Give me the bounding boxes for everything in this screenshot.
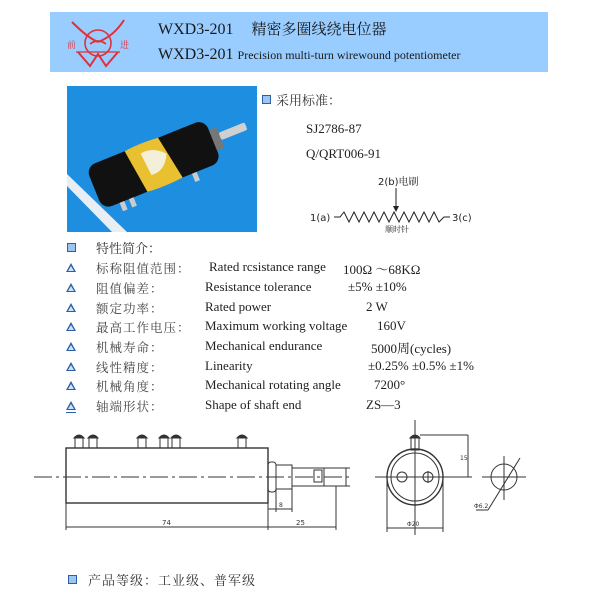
spec-row: 阻值偏差： Resistance tolerance ±5% ±10% bbox=[0, 278, 600, 298]
product-photo bbox=[67, 86, 257, 232]
triangle-bullet-icon bbox=[66, 283, 76, 292]
model-number-2: WXD3-201 bbox=[158, 46, 234, 63]
svg-text:Φ20: Φ20 bbox=[407, 521, 420, 528]
triangle-bullet-icon bbox=[66, 303, 76, 312]
triangle-bullet-icon bbox=[66, 322, 76, 331]
svg-text:15: 15 bbox=[460, 455, 468, 462]
svg-text:8: 8 bbox=[279, 502, 283, 509]
model-number: WXD3-201 bbox=[158, 21, 234, 38]
spec-row: 机械寿命： Mechanical endurance 5000周(cycles) bbox=[0, 337, 600, 357]
bullet-underline bbox=[66, 412, 76, 413]
header-banner bbox=[50, 12, 548, 72]
svg-text:1(a): 1(a) bbox=[310, 213, 331, 224]
svg-text:3(c): 3(c) bbox=[452, 213, 472, 224]
specs-bullet-icon bbox=[67, 243, 76, 252]
svg-text:进: 进 bbox=[120, 41, 130, 51]
svg-text:74: 74 bbox=[162, 519, 171, 527]
svg-text:Φ6.2: Φ6.2 bbox=[474, 503, 489, 510]
dimension-drawing bbox=[20, 420, 540, 542]
wiring-schematic bbox=[310, 172, 500, 234]
triangle-bullet-icon bbox=[66, 263, 76, 272]
company-logo-icon bbox=[58, 16, 138, 68]
header-title-cn bbox=[158, 18, 387, 39]
triangle-bullet-icon bbox=[66, 362, 76, 371]
standards-title: 采用标准： bbox=[276, 94, 342, 109]
specs-title: 特性简介： bbox=[96, 242, 162, 257]
svg-text:前: 前 bbox=[67, 41, 77, 51]
header-title-en bbox=[158, 46, 461, 64]
product-name-en: Precision multi-turn wirewound potentiometer bbox=[237, 48, 461, 62]
spec-row: 轴端形状： Shape of shaft end ZS—3 bbox=[0, 396, 600, 416]
triangle-bullet-icon bbox=[66, 342, 76, 351]
product-name-cn: 精密多圈线绕电位器 bbox=[251, 20, 387, 38]
svg-text:2(b)电刷: 2(b)电刷 bbox=[378, 177, 419, 188]
standard-item: SJ2786-87 bbox=[306, 121, 362, 136]
spec-row: 标称阻值范围： Rated rcsistance range 100Ω ～68KΩ bbox=[0, 258, 600, 278]
standards-bullet-icon bbox=[262, 95, 271, 104]
triangle-bullet-icon bbox=[66, 401, 76, 410]
spec-row: 最高工作电压： Maximum working voltage 160V bbox=[0, 317, 600, 337]
spec-row: 额定功率： Rated power 2 W bbox=[0, 298, 600, 318]
triangle-bullet-icon bbox=[66, 381, 76, 390]
product-grade: 产品等级：工业级、普军级 bbox=[88, 574, 257, 589]
svg-text:25: 25 bbox=[296, 519, 305, 527]
grade-bullet-icon bbox=[68, 575, 77, 584]
spec-row: 线性精度： Linearity ±0.25% ±0.5% ±1% bbox=[0, 357, 600, 377]
standard-item: Q/QRT006-91 bbox=[306, 146, 382, 161]
spec-row: 机械角度： Mechanical rotating angle 7200° bbox=[0, 376, 600, 396]
svg-text:顺时针: 顺时针 bbox=[385, 225, 409, 234]
